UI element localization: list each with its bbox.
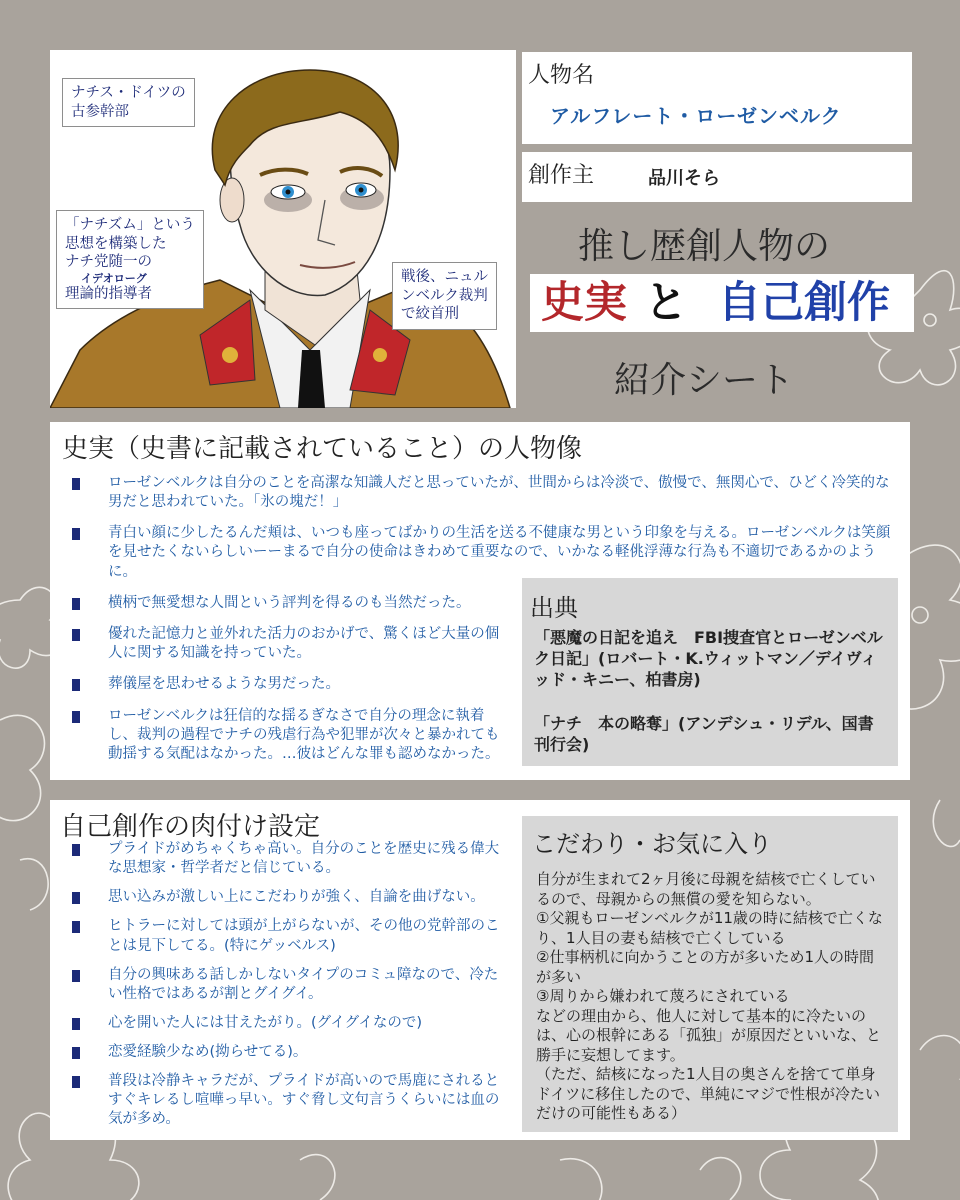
title-historical: 史実 (530, 274, 638, 332)
favorites-box (522, 816, 898, 1132)
title-line-3: 紹介シート (614, 360, 795, 401)
character-name-box (522, 52, 912, 144)
list-item: 自分の興味ある話しかしないタイプのコミュ障なので、冷たい性格ではあるが割とグイグイ。 (70, 966, 510, 1004)
creator-name: 品川そら (648, 168, 720, 189)
list-item: ヒトラーに対しては頭が上がらないが、その他の党幹部のことは見下してる。(特にゲッベルス) (70, 917, 510, 955)
title-self-creation: 自己創作 (694, 274, 914, 332)
source-item: 「ナチ 本の略奪」(アンデシュ・リデル、国書刊行会) (534, 714, 874, 754)
list-item: ローゼンベルクは狂信的な揺るぎなさで自分の理念に執着し、裁判の過程でナチの残虐行為や犯罪が次々と暴かれても動揺する気配はなかった。…彼はどんな罪も認めなかった。 (70, 707, 508, 764)
list-item: 普段は冷静キャラだが、プライドが高いので馬鹿にされるとすぐキレるし喧嘩っ早い。すぐ脅し文句言うくらいには血の気が多め。 (70, 1072, 510, 1129)
favorites-heading: こだわり・お気に入り (532, 830, 772, 858)
title-line-1: 推し歴創人物の (578, 226, 831, 267)
portrait-panel (50, 50, 516, 408)
note-postwar-trial: 戦後、ニュル ンベルク裁判 で絞首刑 (392, 262, 497, 330)
name-label: 人物名 (528, 63, 595, 88)
title-and: と (638, 274, 694, 332)
list-item: 優れた記憶力と並外れた活力のおかげで、驚くほど大量の個人に関する知識を持っていた。 (70, 625, 508, 663)
history-bullet-list-2 (70, 594, 508, 764)
list-item: プライドがめちゃくちゃ高い。自分のことを歴史に残る偉大な思想家・哲学者だと信じている。 (70, 840, 510, 878)
list-item: 恋愛経験少なめ(拗らせてる)。 (70, 1043, 510, 1062)
creation-bullet-list (70, 840, 510, 1130)
list-item: 葬儀屋を思わせるような男だった。 (70, 675, 508, 694)
sources-heading: 出典 (530, 594, 578, 622)
creator-box (522, 152, 912, 202)
list-item: ローゼンベルクは自分のことを高潔な知識人だと思っていたが、世間からは冷淡で、傲慢で、無関心で、ひどく冷笑的な男だと思われていた。「氷の塊だ！」 (70, 474, 902, 512)
history-heading: 史実（史書に記載されていること）の人物像 (62, 434, 583, 464)
note-nazi-party: ナチス・ドイツの 古参幹部 (62, 78, 195, 127)
title-line-2 (530, 274, 914, 332)
source-item: 「悪魔の日記を追え FBI捜査官とローゼンベルク日記」(ロバート・K.ウィットマン／デイヴィッド・キニー、柏書房) (534, 628, 883, 689)
character-name: アルフレート・ローゼンベルク (550, 104, 842, 128)
sources-box (522, 578, 898, 766)
list-item: 心を開いた人には甘えたがり。(グイグイなので) (70, 1014, 510, 1033)
history-bullet-list (70, 474, 902, 582)
favorites-text: 自分が生まれて2ヶ月後に母親を結核で亡くしているので、母親からの無償の愛を知らない。 ①父親もローゼンベルクが11歳の時に結核で亡くなり、1人目の妻も結核で亡くしている ②仕事柄机に向かうことの方が多いため1人の時間が多い ③周りから嫌われて蔑ろにされている などの理由から、他人に対して基本的に冷たいのは、心の根幹にある「孤独」が原因だといいな、と勝手に妄想してます。 （ただ、結核になった1人目の奥さんを捨てて単身ドイツに移住したので、単純にマジで性根が冷たいだけの可能性もある） (536, 870, 883, 1122)
note-ideology: 「ナチズム」という 思想を構築した ナチ党随一の イデオローグ 理論的指導者 (56, 210, 204, 309)
creator-label: 創作主 (528, 163, 595, 188)
list-item: 青白い顔に少したるんだ頬は、いつも座ってばかりの生活を送る不健康な男という印象を与える。ローゼンベルクは笑顔を見せたくないらしいーーまるで自分の使命はきわめて重要なので、いかなる軽佻浮薄な行為も不適切であるかのように。 (70, 524, 902, 581)
creation-heading: 自己創作の肉付け設定 (60, 812, 321, 842)
list-item: 横柄で無愛想な人間という評判を得るのも当然だった。 (70, 594, 508, 613)
list-item: 思い込みが激しい上にこだわりが強く、自論を曲げない。 (70, 888, 510, 907)
